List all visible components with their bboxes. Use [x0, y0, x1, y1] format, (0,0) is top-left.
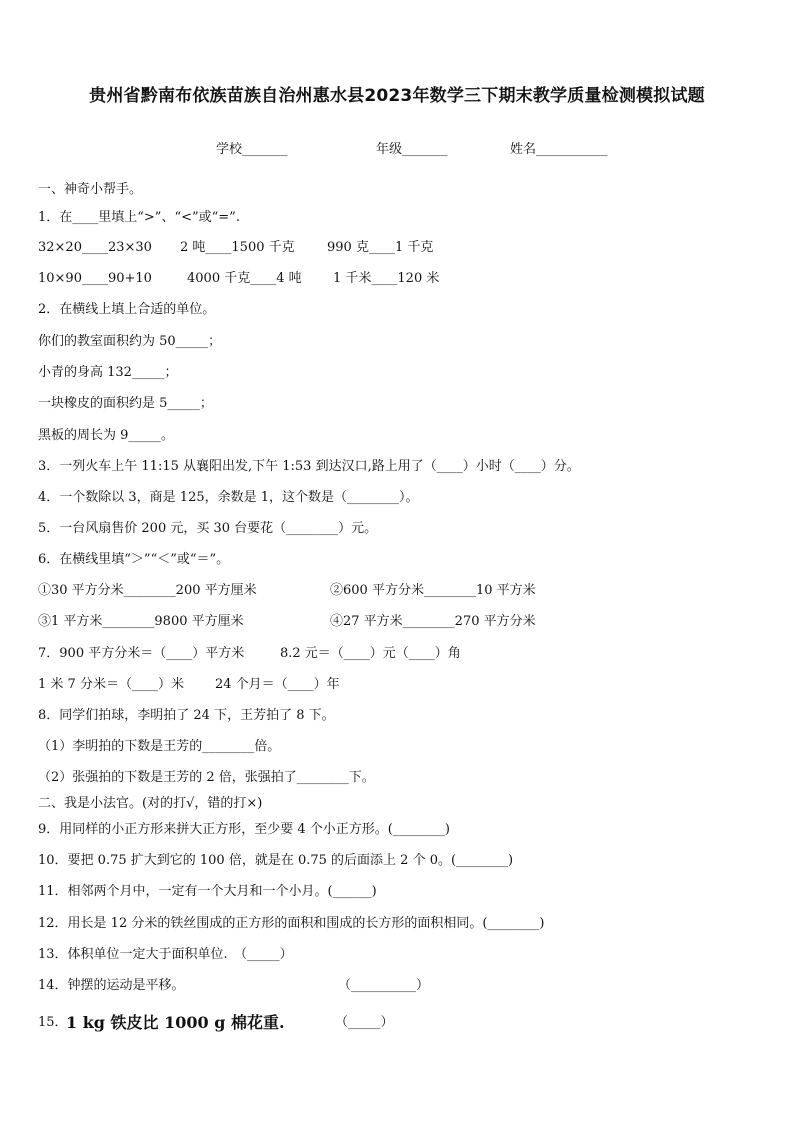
question-10: 10．要把 0.75 扩大到它的 100 倍，就是在 0.75 的后面添上 2 个 0。(________) — [38, 853, 514, 868]
q2-item: 黑板的周长为 9_____。 — [38, 428, 174, 443]
q7-item: 24 个月＝（____）年 — [215, 677, 340, 692]
question-11: 11．相邻两个月中，一定有一个大月和一个小月。(______) — [38, 884, 377, 899]
question-12: 12．用长是 12 分米的铁丝围成的正方形的面积和围成的长方形的面积相同。(________) — [38, 916, 545, 931]
q1-item: 2 吨____1500 千克 — [180, 240, 295, 255]
q7-item: 8.2 元＝（____）元（____）角 — [280, 646, 461, 661]
q7-item: 1 米 7 分米＝（____）米 — [38, 677, 184, 692]
section-1-heading: 一、神奇小帮手。 — [38, 182, 143, 197]
question-5: 5．一台风扇售价 200 元，买 30 台要花（________）元。 — [38, 521, 378, 536]
question-9: 9．用同样的小正方形来拼大正方形，至少要 4 个小正方形。(________) — [38, 822, 450, 837]
page-title: 贵州省黔南布依族苗族自治州惠水县2023年数学三下期末教学质量检测模拟试题 — [89, 86, 705, 106]
q8-item: （2）张强拍的下数是王芳的 2 倍，张强拍了________下。 — [38, 770, 375, 785]
q2-item: 你们的教室面积约为 50_____； — [38, 334, 222, 349]
q2-item: 小青的身高 132_____； — [38, 365, 178, 380]
name-field[interactable]: 姓名___________ — [510, 142, 608, 157]
answer-paren: （__________） — [338, 978, 430, 993]
q1-item: 32×20____23×30 — [38, 240, 152, 255]
school-field[interactable]: 学校_______ — [216, 142, 288, 157]
question-15: 1 kg 铁皮比 1000 g 棉花重. — [66, 1013, 285, 1032]
q6-item: ①30 平方分米________200 平方厘米 — [38, 583, 257, 598]
q8-item: （1）李明拍的下数是王芳的________倍。 — [38, 739, 281, 754]
question-2: 2．在横线上填上合适的单位。 — [38, 302, 216, 317]
q1-item: 1 千米____120 米 — [333, 271, 440, 286]
question-4: 4．一个数除以 3，商是 125，余数是 1，这个数是（________）。 — [38, 490, 419, 505]
q6-item: ②600 平方分米________10 平方米 — [330, 583, 536, 598]
grade-field[interactable]: 年级_______ — [376, 142, 448, 157]
question-7: 7．900 平方分米＝（____）平方米 — [38, 646, 245, 661]
question-8: 8．同学们拍球，李明拍了 24 下，王芳拍了 8 下。 — [38, 708, 335, 723]
question-1: 1．在____里填上“>”、“<”或“=”. — [38, 210, 240, 225]
question-15-number: 15． — [38, 1015, 68, 1030]
question-14: 14．钟摆的运动是平移。 — [38, 978, 185, 993]
question-6: 6．在横线里填“＞”“＜”或“＝”。 — [38, 552, 230, 567]
q1-item: 4000 千克____4 吨 — [187, 271, 302, 286]
section-2-heading: 二、我是小法官。(对的打√，错的打×) — [38, 796, 263, 811]
q1-item: 10×90____90+10 — [38, 271, 152, 286]
q6-item: ④27 平方米________270 平方分米 — [330, 614, 536, 629]
answer-paren: （_____） — [335, 1015, 394, 1030]
q1-item: 990 克____1 千克 — [327, 240, 434, 255]
question-13: 13．体积单位一定大于面积单位. （_____） — [38, 947, 293, 962]
q2-item: 一块橡皮的面积约是 5_____； — [38, 396, 213, 411]
q6-item: ③1 平方米________9800 平方厘米 — [38, 614, 244, 629]
question-3: 3．一列火车上午 11:15 从襄阳出发,下午 1:53 到达汉口,路上用了（____）小时（____）分。 — [38, 459, 580, 474]
